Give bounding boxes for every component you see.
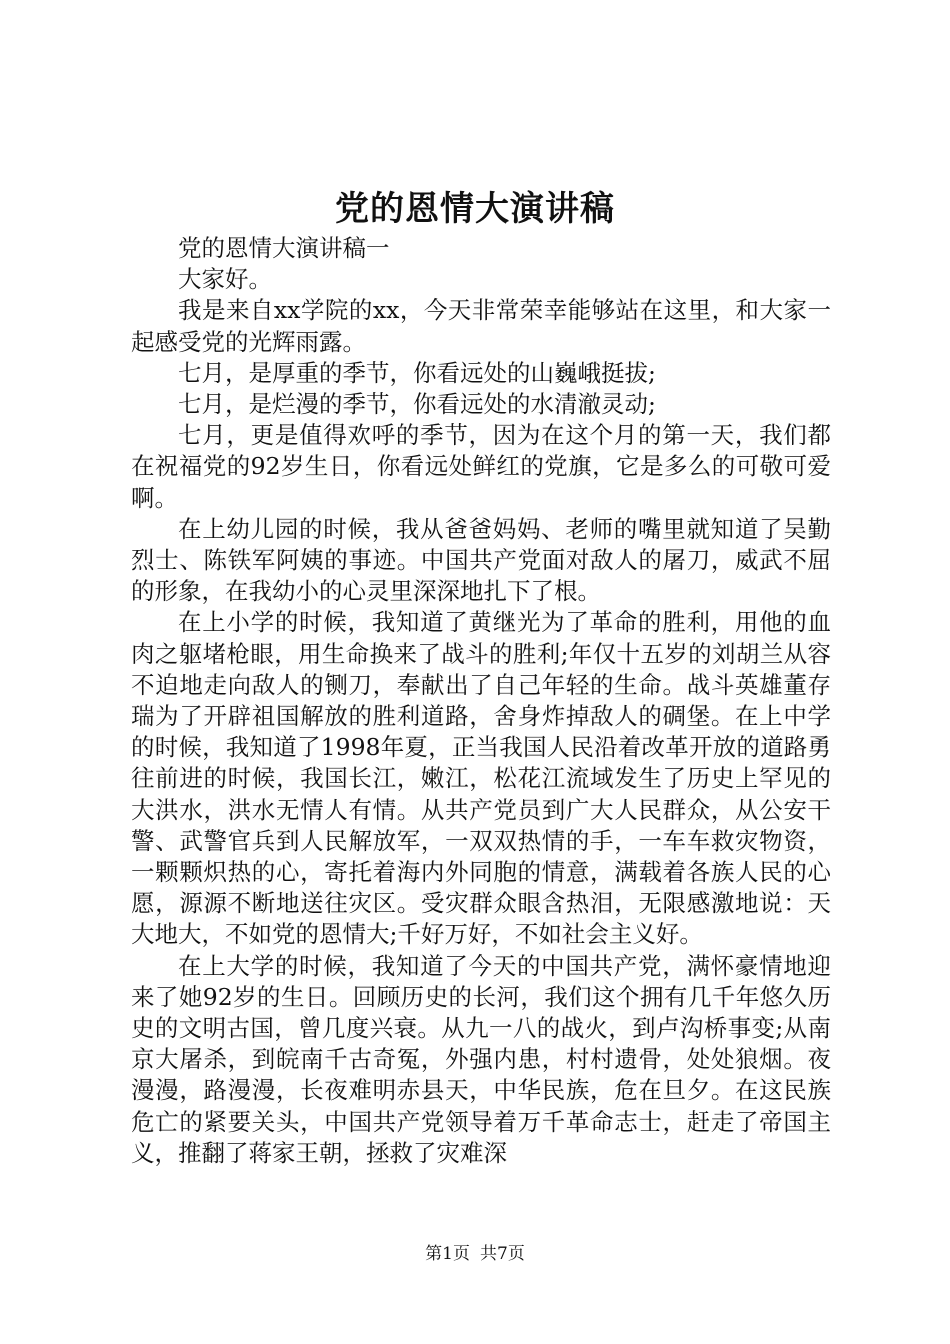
- paragraph-july-water: 七月，是烂漫的季节，你看远处的水清澈灵动;: [178, 390, 656, 419]
- page-footer: [0, 1242, 950, 1266]
- paragraph-introduction: 我是来自xx学院的xx，今天非常荣幸能够站在这里，和大家一起感受党的光辉雨露。: [131, 296, 831, 356]
- paragraph-kindergarten: 在上幼儿园的时候，我从爸爸妈妈、老师的嘴里就知道了吴勤烈士、陈铁军阿姨的事迹。中国共产党面对敌人的屠刀，威武不屈的形象，在我幼小的心灵里深深地扎下了根。: [131, 514, 831, 606]
- paragraph-july-birthday: 七月，更是值得欢呼的季节，因为在这个月的第一天，我们都在祝福党的92岁生日，你看远处鲜红的党旗，它是多么的可敬可爱啊。: [131, 421, 831, 512]
- paragraph-greeting: 大家好。: [178, 265, 272, 294]
- paragraph-school-years: 在上小学的时候，我知道了黄继光为了革命的胜利，用他的血肉之躯堵枪眼，用生命换来了战斗的胜利;年仅十五岁的刘胡兰从容不迫地走向敌人的铡刀，奉献出了自己年轻的生命。战斗英雄董存瑞为了开辟祖国解放的胜利道路，舍身炸掉敌人的碉堡。在上中学的时候，我知道了1998年夏，正当我国人民沿着改革开放的道路勇往前进的时候，我国长江，嫩江，松花江流域发生了历史上罕见的大洪水，洪水无情人有情。从共产党员到广大人民群众，从公安干警、武警官兵到人民解放军，一双双热情的手，一车车救灾物资，一颗颗炽热的心，寄托着海内外同胞的情意，满载着各族人民的心愿，源源不断地送往灾区。受灾群众眼含热泪，无限感激地说：天大地大，不如党的恩情大;千好万好，不如社会主义好。: [131, 608, 831, 949]
- page-number: 第1页: [425, 1244, 470, 1264]
- document-title: 党的恩情大演讲稿: [335, 189, 615, 229]
- document-body: [131, 233, 831, 1169]
- paragraph-july-mountain: 七月，是厚重的季节，你看远处的山巍峨挺拔;: [178, 358, 656, 387]
- total-pages: 共7页: [480, 1244, 525, 1264]
- paragraph-university: 在上大学的时候，我知道了今天的中国共产党，满怀豪情地迎来了她92岁的生日。回顾历史的长河，我们这个拥有几千年悠久历史的文明古国，曾几度兴衰。从九一八的战火，到卢沟桥事变;从南京大屠杀，到皖南千古奇冤，外强内患，村村遗骨，处处狼烟。夜漫漫，路漫漫，长夜难明赤县天，中华民族，危在旦夕。在这民族危亡的紧要关头，中国共产党领导着万千革命志士，赶走了帝国主义，推翻了蒋家王朝，拯救了灾难深: [131, 951, 831, 1167]
- paragraph-subtitle: 党的恩情大演讲稿一: [178, 234, 390, 262]
